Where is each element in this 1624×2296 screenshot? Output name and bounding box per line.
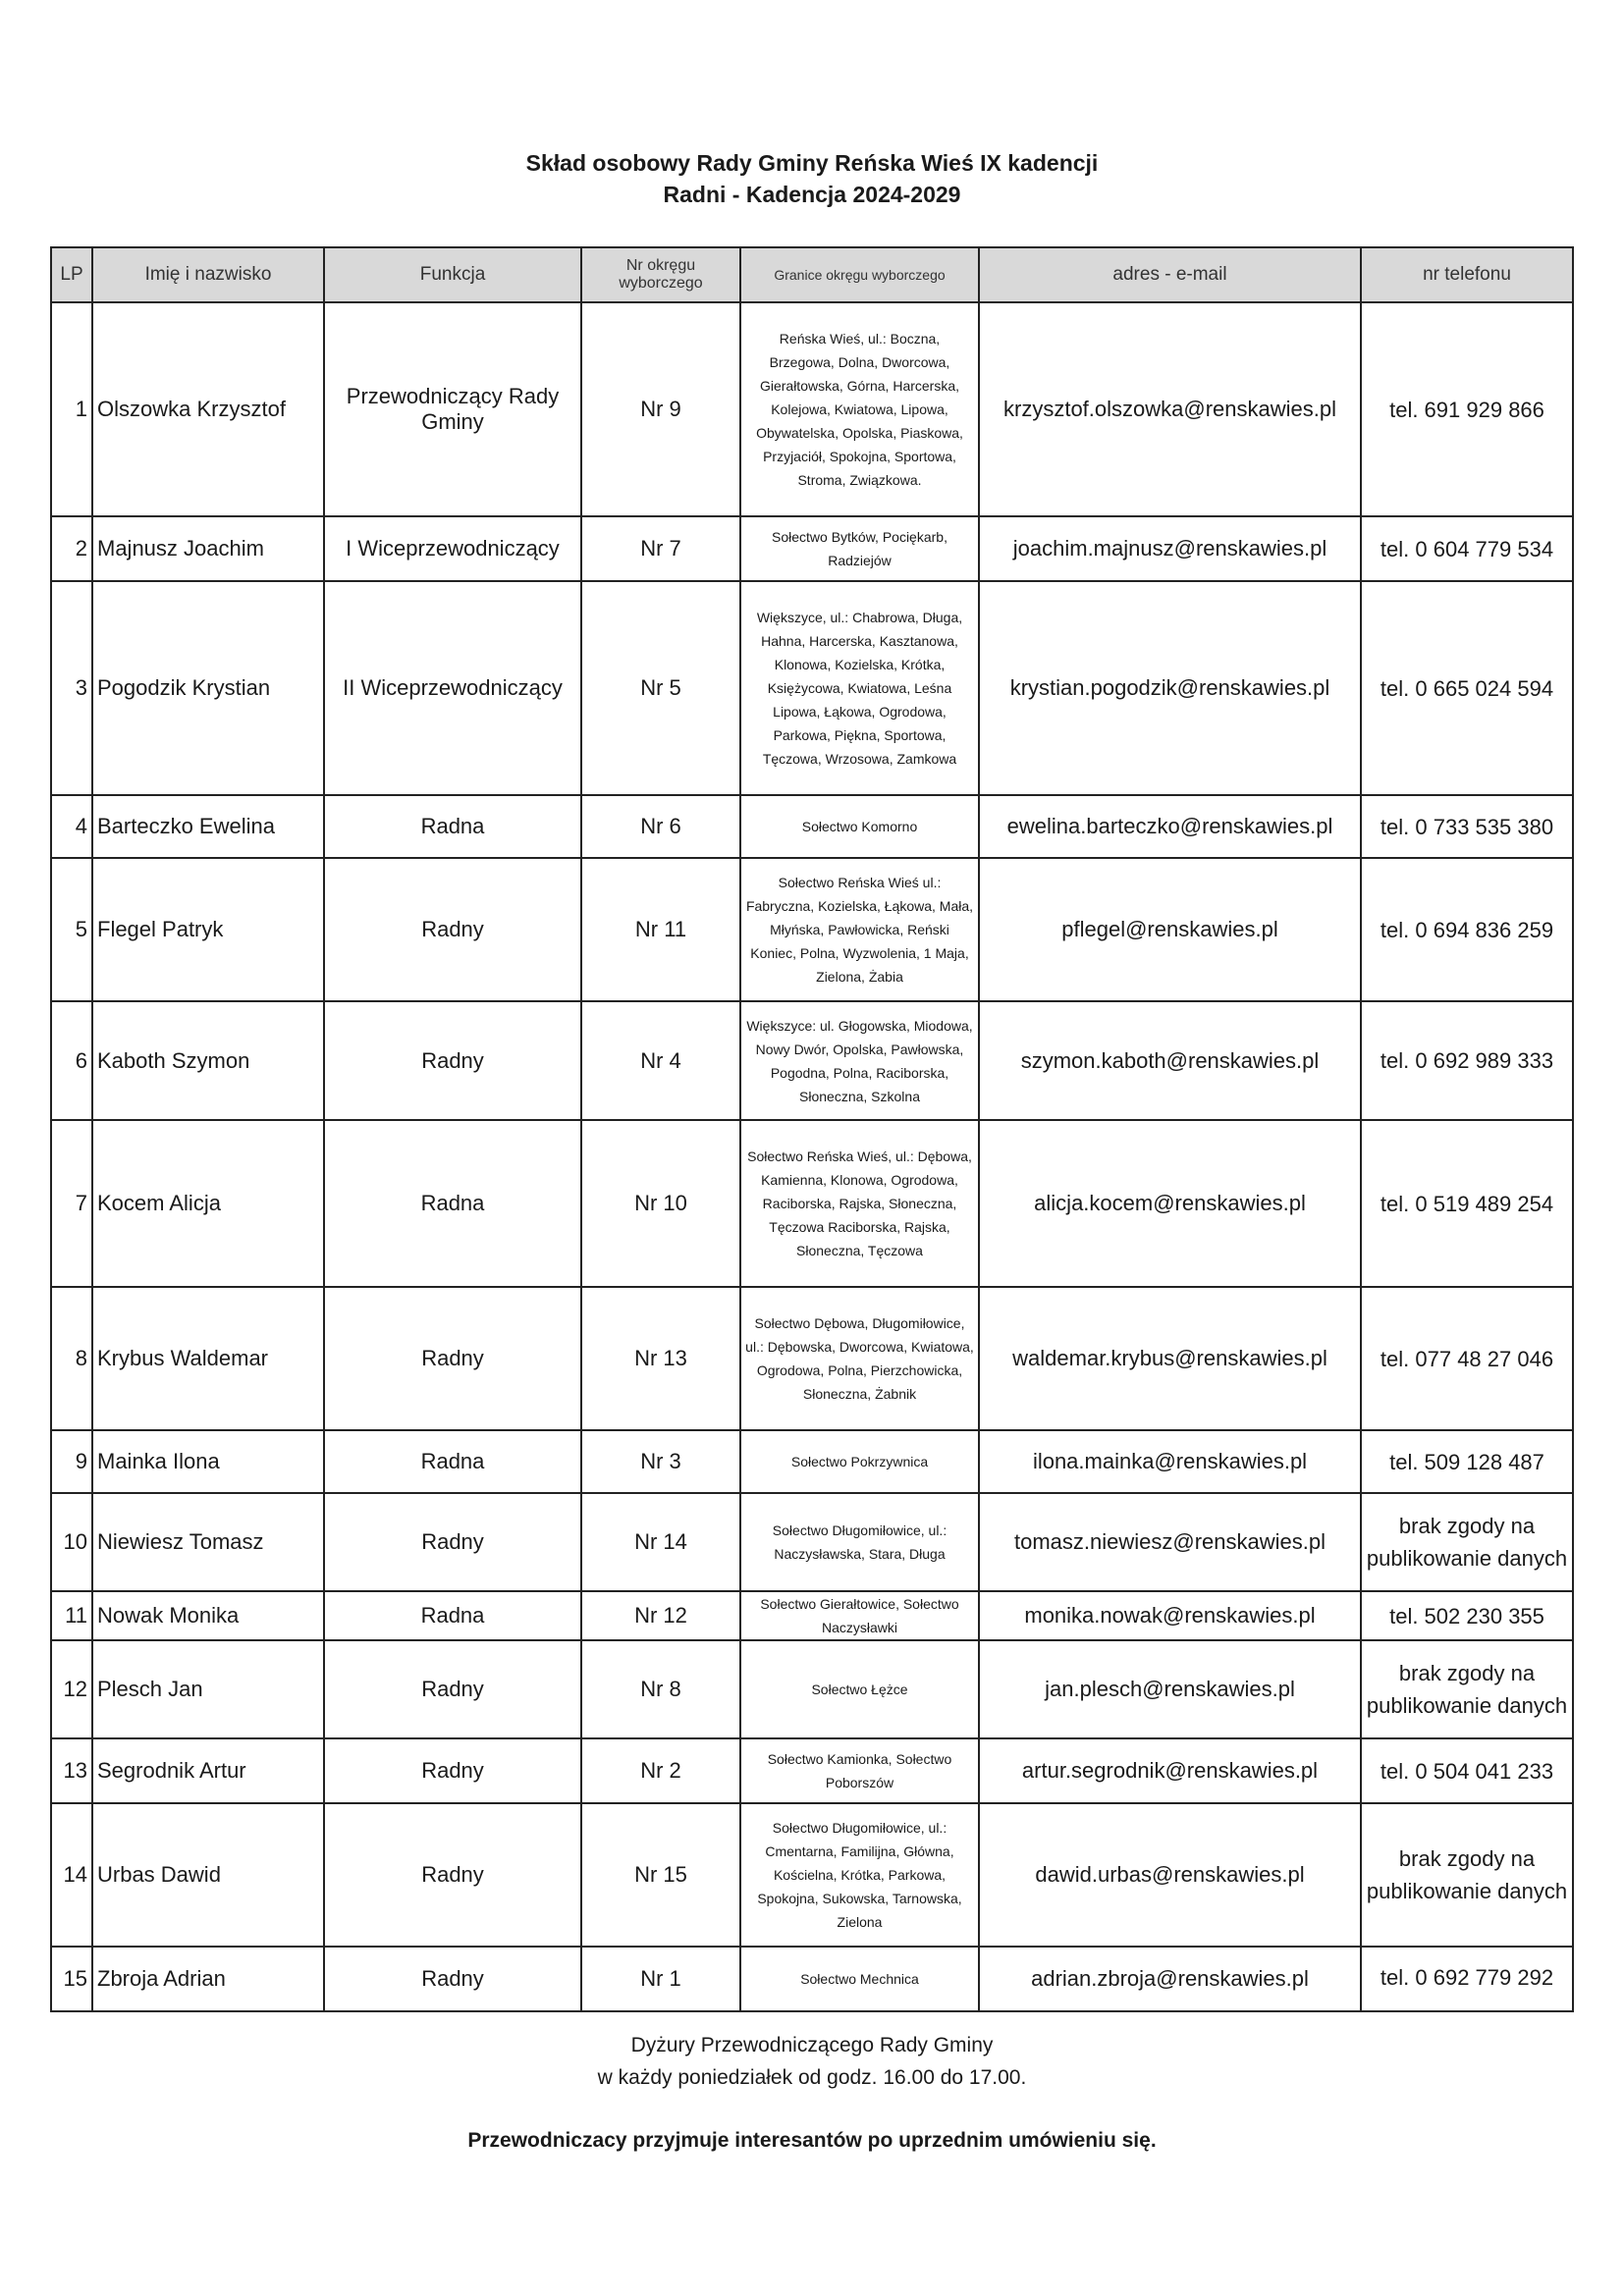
row-function: Radny [324,858,581,1001]
row-name: Barteczko Ewelina [92,795,324,858]
table-row [51,516,1573,581]
row-phone: tel. 0 694 836 259 [1361,858,1573,1001]
row-phone: tel. 0 665 024 594 [1361,581,1573,795]
row-phone: tel. 691 929 866 [1361,302,1573,516]
row-name: Mainka Ilona [92,1430,324,1493]
table-row [51,1493,1573,1591]
row-district: Nr 11 [581,858,740,1001]
row-lp: 8 [51,1287,92,1430]
appointment-note: Przewodniczacy przyjmuje interesantów po uprzednim umówieniu się. [467,2129,1157,2152]
row-area: Sołectwo Długomiłowice, ul.: Naczysławska, Stara, Długa [740,1493,979,1591]
header-phone: nr telefonu [1361,247,1573,302]
header-function: Funkcja [324,247,581,302]
row-email[interactable]: jan.plesch@renskawies.pl [979,1640,1361,1738]
table-row [51,858,1573,1001]
row-phone: brak zgody na publikowanie danych [1361,1803,1573,1947]
row-email[interactable]: alicja.kocem@renskawies.pl [979,1120,1361,1287]
row-phone: tel. 0 504 041 233 [1361,1738,1573,1803]
row-function: Przewodniczący Rady Gminy [324,302,581,516]
row-name: Plesch Jan [92,1640,324,1738]
row-function: Radna [324,1591,581,1640]
row-area: Większyce: ul. Głogowska, Miodowa, Nowy Dwór, Opolska, Pawłowska, Pogodna, Polna, Raciborska, Słoneczna, Szkolna [740,1001,979,1120]
row-name: Pogodzik Krystian [92,581,324,795]
header-email: adres - e-mail [979,247,1361,302]
row-name: Zbroja Adrian [92,1947,324,2011]
row-district: Nr 2 [581,1738,740,1803]
table-row [51,1120,1573,1287]
row-lp: 15 [51,1947,92,2011]
row-phone: tel. 0 604 779 534 [1361,516,1573,581]
row-email[interactable]: pflegel@renskawies.pl [979,858,1361,1001]
row-function: Radny [324,1493,581,1591]
duty-line-2: w każdy poniedziałek od godz. 16.00 do 17.00. [597,2066,1027,2089]
row-district: Nr 8 [581,1640,740,1738]
row-email[interactable]: krzysztof.olszowka@renskawies.pl [979,302,1361,516]
row-name: Niewiesz Tomasz [92,1493,324,1591]
document-title [0,147,1624,210]
row-email[interactable]: krystian.pogodzik@renskawies.pl [979,581,1361,795]
row-district: Nr 7 [581,516,740,581]
row-area: Sołectwo Reńska Wieś ul.: Fabryczna, Kozielska, Łąkowa, Mała, Młyńska, Pawłowicka, Reński Koniec, Polna, Wyzwolenia, 1 Maja, Zielona, Żabia [740,858,979,1001]
row-email[interactable]: szymon.kaboth@renskawies.pl [979,1001,1361,1120]
row-function: Radny [324,1947,581,2011]
duty-line-1: Dyżury Przewodniczącego Rady Gminy [630,2034,994,2056]
row-email[interactable]: ilona.mainka@renskawies.pl [979,1430,1361,1493]
row-district: Nr 13 [581,1287,740,1430]
row-function: Radny [324,1803,581,1947]
row-function: II Wiceprzewodniczący [324,581,581,795]
row-area: Sołectwo Mechnica [740,1947,979,2011]
row-name: Urbas Dawid [92,1803,324,1947]
row-function: Radna [324,1430,581,1493]
row-area: Sołectwo Pokrzywnica [740,1430,979,1493]
row-district: Nr 10 [581,1120,740,1287]
row-email[interactable]: ewelina.barteczko@renskawies.pl [979,795,1361,858]
header-area: Granice okręgu wyborczego [740,247,979,302]
row-phone: tel. 0 692 989 333 [1361,1001,1573,1120]
table-header-row [51,247,1573,302]
row-district: Nr 15 [581,1803,740,1947]
row-email[interactable]: monika.nowak@renskawies.pl [979,1591,1361,1640]
table-row [51,1738,1573,1803]
row-name: Segrodnik Artur [92,1738,324,1803]
row-lp: 1 [51,302,92,516]
row-lp: 10 [51,1493,92,1591]
row-name: Kocem Alicja [92,1120,324,1287]
row-lp: 4 [51,795,92,858]
row-area: Sołectwo Łężce [740,1640,979,1738]
row-district: Nr 5 [581,581,740,795]
row-area: Sołectwo Kamionka, Sołectwo Poborszów [740,1738,979,1803]
row-email[interactable]: joachim.majnusz@renskawies.pl [979,516,1361,581]
row-phone: tel. 509 128 487 [1361,1430,1573,1493]
table-row [51,581,1573,795]
table-row [51,795,1573,858]
table-row [51,1803,1573,1947]
row-email[interactable]: dawid.urbas@renskawies.pl [979,1803,1361,1947]
row-phone: tel. 0 733 535 380 [1361,795,1573,858]
row-function: Radny [324,1001,581,1120]
row-district: Nr 14 [581,1493,740,1591]
row-lp: 2 [51,516,92,581]
header-lp: LP [51,247,92,302]
title-line-2: Radni - Kadencja 2024-2029 [663,182,961,207]
row-name: Kaboth Szymon [92,1001,324,1120]
row-function: Radny [324,1640,581,1738]
table-row [51,1947,1573,2011]
row-phone: brak zgody na publikowanie danych [1361,1493,1573,1591]
row-lp: 3 [51,581,92,795]
row-phone: tel. 502 230 355 [1361,1591,1573,1640]
row-area: Sołectwo Gierałtowice, Sołectwo Naczysławki [740,1591,979,1640]
row-function: Radna [324,795,581,858]
row-lp: 13 [51,1738,92,1803]
row-area: Reńska Wieś, ul.: Boczna, Brzegowa, Dolna, Dworcowa, Gierałtowska, Górna, Harcerska, Kolejowa, Kwiatowa, Lipowa, Obywatelska, Opolska, Piaskowa, Przyjaciół, Spokojna, Sportowa, Stroma, Związkowa. [740,302,979,516]
row-district: Nr 6 [581,795,740,858]
table-row [51,1640,1573,1738]
row-email[interactable]: adrian.zbroja@renskawies.pl [979,1947,1361,2011]
table-row [51,1591,1573,1640]
row-area: Większyce, ul.: Chabrowa, Długa, Hahna, Harcerska, Kasztanowa, Klonowa, Kozielska, Krótka, Księżycowa, Kwiatowa, Leśna Lipowa, Łąkowa, Ogrodowa, Parkowa, Piękna, Sportowa, Tęczowa, Wrzosowa, Zamkowa [740,581,979,795]
row-area: Sołectwo Bytków, Pociękarb, Radziejów [740,516,979,581]
row-function: Radny [324,1738,581,1803]
row-lp: 9 [51,1430,92,1493]
row-function: Radny [324,1287,581,1430]
row-phone: brak zgody na publikowanie danych [1361,1640,1573,1738]
row-lp: 12 [51,1640,92,1738]
row-lp: 7 [51,1120,92,1287]
table-row [51,1287,1573,1430]
row-lp: 6 [51,1001,92,1120]
row-email[interactable]: artur.segrodnik@renskawies.pl [979,1738,1361,1803]
row-district: Nr 4 [581,1001,740,1120]
row-phone: tel. 0 519 489 254 [1361,1120,1573,1287]
row-function: Radna [324,1120,581,1287]
row-district: Nr 3 [581,1430,740,1493]
row-name: Krybus Waldemar [92,1287,324,1430]
row-function: I Wiceprzewodniczący [324,516,581,581]
row-area: Sołectwo Reńska Wieś, ul.: Dębowa, Kamienna, Klonowa, Ogrodowa, Raciborska, Rajska, Słoneczna, Tęczowa Raciborska, Rajska, Słoneczna, Tęczowa [740,1120,979,1287]
row-name: Nowak Monika [92,1591,324,1640]
council-members-table [50,246,1574,2012]
row-lp: 5 [51,858,92,1001]
row-name: Olszowka Krzysztof [92,302,324,516]
title-line-1: Skład osobowy Rady Gminy Reńska Wieś IX kadencji [525,150,1099,176]
row-district: Nr 1 [581,1947,740,2011]
table-row [51,1430,1573,1493]
row-area: Sołectwo Dębowa, Długomiłowice, ul.: Dębowska, Dworcowa, Kwiatowa, Ogrodowa, Polna, Pierzchowicka, Słoneczna, Żabnik [740,1287,979,1430]
row-phone: tel. 077 48 27 046 [1361,1287,1573,1430]
header-name: Imię i nazwisko [92,247,324,302]
table-row [51,1001,1573,1120]
row-phone: tel. 0 692 779 292 [1361,1947,1573,2011]
row-email[interactable]: tomasz.niewiesz@renskawies.pl [979,1493,1361,1591]
duty-hours [0,2029,1624,2094]
row-area: Sołectwo Komorno [740,795,979,858]
row-area: Sołectwo Długomiłowice, ul.: Cmentarna, Familijna, Główna, Kościelna, Krótka, Parkowa, Spokojna, Sukowska, Tarnowska, Zielona [740,1803,979,1947]
row-lp: 11 [51,1591,92,1640]
row-name: Flegel Patryk [92,858,324,1001]
row-name: Majnusz Joachim [92,516,324,581]
row-district: Nr 9 [581,302,740,516]
header-district: Nr okręgu wyborczego [581,247,740,302]
table-row [51,302,1573,516]
row-district: Nr 12 [581,1591,740,1640]
row-lp: 14 [51,1803,92,1947]
row-email[interactable]: waldemar.krybus@renskawies.pl [979,1287,1361,1430]
